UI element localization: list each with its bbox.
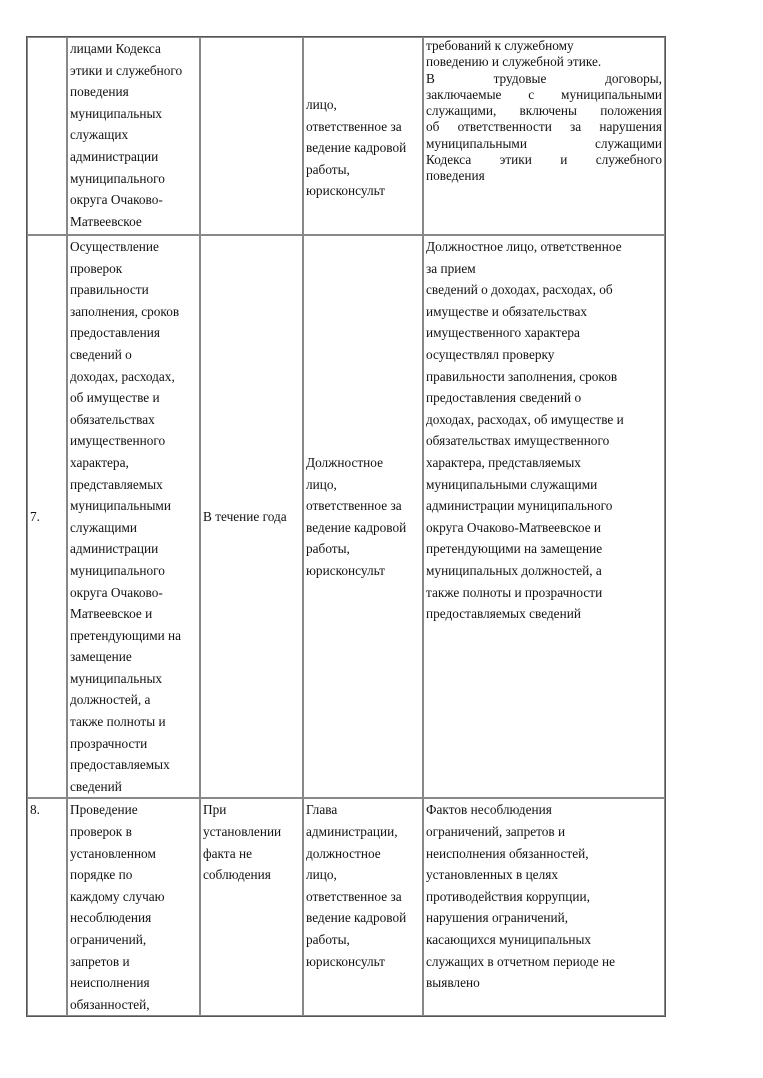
result-cell: Фактов несоблюдения ограничений, запретов и неисполнения обязанностей, установленных в целях противодействия коррупции, нарушения ограничений, касающихся муниципальных служащих в отчетном периоде не выявлено — [423, 798, 665, 1016]
responsible-cell: Должностное лицо, ответственное за ведение кадровой работы, юрисконсульт — [303, 235, 423, 798]
deadline-cell: При установлении факта не соблюдения — [200, 798, 303, 1016]
table-row — [27, 37, 665, 235]
measure-cell: Осуществление проверок правильности заполнения, сроков предоставления сведений о доходах, расходах, об имуществе и обязательствах имущественного характера, представляемых муниципальными служащими администрации муниципального округа Очаково- Матвеевское и претендующими на замещение муниципальных должностей, а также полноты и прозрачности предоставляемых сведений — [67, 235, 200, 798]
table-row — [27, 798, 665, 1016]
measure-cell: Проведение проверок в установленном порядке по каждому случаю несоблюдения ограничений, запретов и неисполнения обязанностей, — [67, 798, 200, 1016]
deadline-cell: В течение года — [200, 235, 303, 798]
row-number: 8. — [27, 798, 67, 1016]
table-row — [27, 235, 665, 798]
deadline-cell — [200, 37, 303, 235]
responsible-cell: Глава администрации, должностное лицо, ответственное за ведение кадровой работы, юрисконсульт — [303, 798, 423, 1016]
measures-table — [26, 36, 666, 1017]
measure-cell: лицами Кодекса этики и служебного поведения муниципальных служащих администрации муниципального округа Очаково- Матвеевское — [67, 37, 200, 235]
row-number — [27, 37, 67, 235]
result-cell: Должностное лицо, ответственное за прием сведений о доходах, расходах, об имуществе и обязательствах имущественного характера осуществлял проверку правильности заполнения, сроков предоставления сведений о доходах, расходах, об имуществе и обязательствах имущественного характера, представляемых муниципальными служащими администрации муниципального округа Очаково-Матвеевское и претендующими на замещение муниципальных должностей, а также полноты и прозрачности предоставляемых сведений — [423, 235, 665, 798]
result-cell: требований к служебному поведению и служебной этике. В трудовые договоры, заключаемые с муниципальными служащими, включены положения об ответственности за нарушения муниципальными служащими Кодекса этики и служебного поведения — [423, 37, 665, 235]
responsible-cell: лицо, ответственное за ведение кадровой работы, юрисконсульт — [303, 37, 423, 235]
row-number: 7. — [27, 235, 67, 798]
